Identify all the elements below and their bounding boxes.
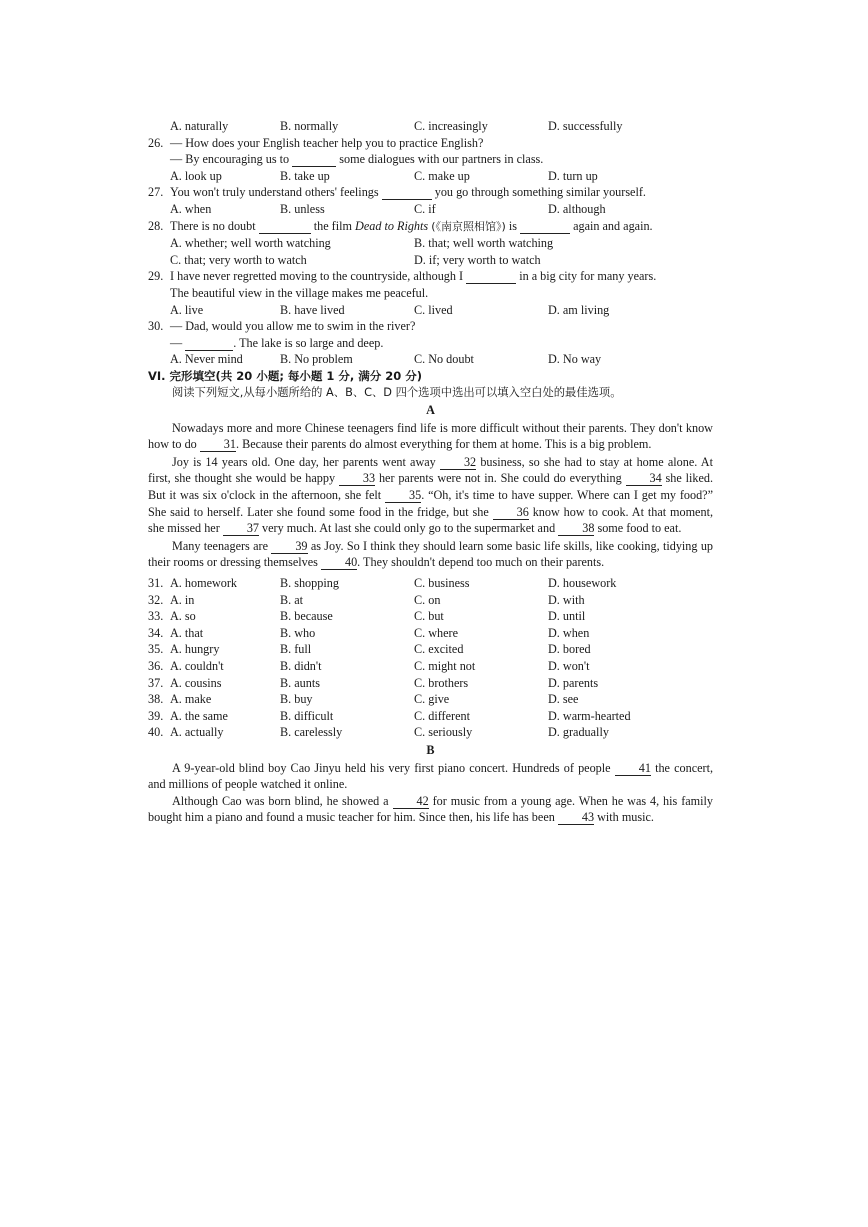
- option-d[interactable]: D. with: [548, 592, 585, 607]
- option-b[interactable]: B. full: [280, 642, 312, 657]
- blank-33[interactable]: 33: [339, 472, 375, 486]
- option-b[interactable]: B. buy: [280, 692, 313, 707]
- option-text: A. cousins: [170, 675, 222, 690]
- option-a[interactable]: [148, 608, 280, 625]
- text: her parents were not in. She could do everything: [378, 471, 622, 486]
- option-d[interactable]: D. housework: [548, 576, 617, 591]
- q25-option-b[interactable]: B. normally: [280, 119, 339, 133]
- answer-blank[interactable]: [520, 220, 570, 234]
- section-title: VI. 完形填空(共 20 小题; 每小题 1 分, 满分 20 分): [148, 368, 423, 383]
- text: with music.: [597, 810, 654, 825]
- options-39: [148, 708, 713, 725]
- option-d[interactable]: D. bored: [548, 642, 591, 657]
- answer-options-a: [148, 575, 713, 741]
- q30-options: [148, 351, 713, 368]
- option-d[interactable]: D. parents: [548, 675, 599, 690]
- options-31: [148, 575, 713, 592]
- text: . They shouldn't depend too much on their parents.: [357, 555, 605, 570]
- answer-blank[interactable]: [466, 270, 516, 284]
- option-b[interactable]: B. didn't: [280, 659, 322, 673]
- option-text: A. in: [170, 592, 195, 607]
- q25-option-d[interactable]: D. successfully: [548, 119, 623, 133]
- option-text: A. couldn't: [170, 659, 224, 673]
- q25-option-a[interactable]: A. naturally: [170, 119, 229, 133]
- answer-blank[interactable]: [259, 220, 311, 234]
- question-number: 37.: [148, 675, 164, 690]
- q29-options: [148, 302, 713, 319]
- q29-option-d[interactable]: D. am living: [548, 302, 610, 317]
- question-number: 31.: [148, 576, 164, 591]
- option-text: A. make: [170, 692, 212, 707]
- q25-options: [148, 118, 713, 135]
- option-c[interactable]: C. business: [414, 576, 470, 591]
- q30-option-d[interactable]: D. No way: [548, 352, 602, 367]
- text: . “Oh, it's time to have supper. Where can I get my food?” She said to herself. Later she found some food in the fridge, but she: [148, 488, 713, 519]
- q30-option-b[interactable]: B. No problem: [280, 352, 353, 367]
- text: Joy is 14 years old. One day, her parents went away: [172, 454, 436, 469]
- option-b[interactable]: B. who: [280, 625, 316, 640]
- option-b[interactable]: B. shopping: [280, 576, 339, 591]
- option-c[interactable]: C. brothers: [414, 675, 469, 690]
- q28-options-row2: [148, 252, 713, 269]
- q30-option-a[interactable]: A. Never mind: [170, 352, 243, 367]
- option-b[interactable]: B. because: [280, 609, 333, 624]
- blank-42[interactable]: 42: [393, 795, 429, 809]
- option-text: A. actually: [170, 725, 224, 740]
- q25-option-c[interactable]: C. increasingly: [414, 119, 488, 133]
- question-27: [148, 184, 713, 201]
- option-b[interactable]: B. difficult: [280, 708, 334, 723]
- option-text: A. that: [170, 625, 204, 640]
- text: the concert, and millions of people watched it online.: [148, 760, 714, 792]
- film-title-chinese: (《南京照相馆》): [431, 219, 506, 233]
- passage-a-label: A: [426, 403, 435, 418]
- q27-option-c[interactable]: C. if: [414, 201, 436, 216]
- text: Nowadays more and more Chinese teenagers find life is more difficult without their parents. They don't know how to do: [148, 420, 713, 452]
- option-c[interactable]: C. seriously: [414, 725, 473, 740]
- option-a[interactable]: [148, 724, 280, 741]
- option-text: A. hungry: [170, 642, 220, 657]
- blank-43[interactable]: 43: [558, 811, 594, 825]
- q26-option-b[interactable]: B. take up: [280, 168, 330, 183]
- text: you go through something similar yourself.: [434, 185, 646, 200]
- question-26: [148, 135, 713, 152]
- question-number: 30.: [148, 319, 164, 334]
- q30-option-c[interactable]: C. No doubt: [414, 352, 474, 367]
- options-40: [148, 724, 713, 741]
- text: very much. At last she could only go to the supermarket and: [262, 521, 556, 536]
- text: some food to eat.: [597, 521, 682, 536]
- option-c[interactable]: C. excited: [414, 642, 464, 657]
- option-a[interactable]: [148, 675, 280, 692]
- question-26-line2: [148, 151, 713, 168]
- q28-option-a[interactable]: A. whether; well worth watching: [170, 236, 331, 251]
- text: A 9-year-old blind boy Cao Jinyu held his very first piano concert. Hundreds of people: [172, 760, 611, 775]
- option-c[interactable]: C. on: [414, 592, 441, 607]
- passage-a-paragraph-2: [148, 454, 713, 537]
- text: the film: [313, 218, 352, 233]
- text: . The lake is so large and deep.: [233, 335, 384, 350]
- blank-39[interactable]: 39: [271, 540, 307, 554]
- question-28: [148, 218, 713, 236]
- text: I have never regretted moving to the countryside, although I: [170, 269, 464, 284]
- q27-options: [148, 201, 713, 218]
- option-d[interactable]: D. when: [548, 625, 590, 640]
- text: There is no doubt: [170, 218, 256, 233]
- q27-option-a[interactable]: A. when: [170, 201, 212, 216]
- blank-32[interactable]: 32: [440, 456, 476, 470]
- question-number: 32.: [148, 592, 164, 607]
- options-35: [148, 641, 713, 658]
- text: is: [508, 218, 517, 233]
- question-number: 33.: [148, 609, 164, 624]
- option-text: A. the same: [170, 708, 228, 723]
- answer-blank[interactable]: [185, 337, 233, 351]
- text: some dialogues with our partners in class.: [339, 152, 544, 167]
- option-a[interactable]: [148, 691, 280, 708]
- answer-blank[interactable]: [382, 186, 432, 200]
- question-number: 39.: [148, 708, 164, 723]
- blank-36[interactable]: 36: [493, 506, 529, 520]
- option-a[interactable]: [148, 575, 280, 592]
- option-d[interactable]: D. see: [548, 692, 579, 707]
- blank-41[interactable]: 41: [615, 762, 651, 776]
- option-c[interactable]: C. but: [414, 609, 444, 624]
- text: You won't truly understand others' feelings: [170, 185, 379, 200]
- question-text: — Dad, would you allow me to swim in the river?: [170, 319, 416, 334]
- question-number: 29.: [148, 269, 164, 284]
- q28-option-b[interactable]: B. that; well worth watching: [414, 236, 554, 251]
- option-a[interactable]: [148, 592, 280, 609]
- option-c[interactable]: C. might not: [414, 659, 476, 673]
- text: as Joy. So I think they should learn some basic life skills, like cooking, tidying up their rooms or dressing themselves: [148, 538, 714, 570]
- text: Many teenagers are: [172, 538, 268, 553]
- exam-page: [148, 118, 713, 826]
- question-number: 36.: [148, 659, 164, 673]
- blank-34[interactable]: 34: [626, 472, 662, 486]
- question-text: — How does your English teacher help you to practice English?: [170, 135, 484, 150]
- options-33: [148, 608, 713, 625]
- text: again and again.: [573, 218, 653, 233]
- option-d[interactable]: D. won't: [548, 659, 590, 673]
- q27-option-d[interactable]: D. although: [548, 201, 606, 216]
- blank-31[interactable]: 31: [200, 438, 236, 452]
- option-a[interactable]: [148, 658, 280, 675]
- option-c[interactable]: C. where: [414, 625, 458, 640]
- q26-option-d[interactable]: D. turn up: [548, 168, 598, 183]
- question-30-line2: [148, 335, 713, 352]
- text: Although Cao was born blind, he showed a: [172, 793, 389, 808]
- options-32: [148, 592, 713, 609]
- question-number: 26.: [148, 135, 164, 150]
- option-d[interactable]: D. gradually: [548, 725, 609, 740]
- question-number: 34.: [148, 625, 164, 640]
- question-number: 38.: [148, 692, 164, 707]
- section-instruction: 阅读下列短文,从每小题所给的 A、B、C、D 四个选项中选出可以填入空白处的最佳选项。: [172, 385, 622, 399]
- options-38: [148, 691, 713, 708]
- text: know how to cook. At that moment, she missed her: [148, 504, 713, 536]
- q29-option-a[interactable]: A. live: [170, 302, 204, 317]
- passage-b-paragraph-1: [148, 760, 713, 793]
- q29-option-b[interactable]: B. have lived: [280, 302, 345, 317]
- question-29: [148, 268, 713, 285]
- q27-option-b[interactable]: B. unless: [280, 201, 325, 216]
- option-text: A. so: [170, 609, 196, 624]
- question-30: [148, 318, 713, 335]
- text: —: [170, 335, 183, 350]
- text: she liked. But it was six o'clock in the afternoon, she felt: [148, 471, 714, 503]
- text: . Because their parents do almost everything for them at home. This is a big problem.: [235, 437, 652, 452]
- q26-option-c[interactable]: C. make up: [414, 168, 470, 183]
- question-29-line2: The beautiful view in the village makes me peaceful.: [170, 285, 429, 300]
- blank-38[interactable]: 38: [558, 522, 594, 536]
- question-number: 27.: [148, 185, 164, 200]
- text: business, so she had to stay at home alone. At first, she thought she would be happy: [148, 454, 713, 486]
- passage-a-paragraph-3: [148, 538, 713, 571]
- q29-option-c[interactable]: C. lived: [414, 302, 453, 317]
- options-37: [148, 675, 713, 692]
- option-text: A. homework: [170, 576, 238, 591]
- passage-a-paragraph-1: [148, 420, 713, 453]
- option-c[interactable]: C. give: [414, 692, 450, 707]
- option-d[interactable]: D. until: [548, 609, 586, 624]
- blank-37[interactable]: 37: [223, 522, 259, 536]
- question-number: 35.: [148, 642, 164, 657]
- q26-options: [148, 168, 713, 185]
- option-d[interactable]: D. warm-hearted: [548, 708, 631, 723]
- film-title: Dead to Rights: [355, 218, 429, 233]
- q28-option-c[interactable]: C. that; very worth to watch: [170, 252, 307, 267]
- option-a[interactable]: [148, 641, 280, 658]
- q28-option-d[interactable]: D. if; very worth to watch: [414, 252, 541, 267]
- blank-35[interactable]: 35: [385, 489, 421, 503]
- text: for music from a young age. When he was 4, his family bought him a piano and found a music teacher for him. Since then, his life has been: [148, 793, 714, 825]
- passage-b-paragraph-2: [148, 793, 713, 826]
- answer-blank[interactable]: [292, 153, 336, 167]
- question-number: 28.: [148, 218, 164, 233]
- q28-options-row1: [148, 235, 713, 252]
- text: in a big city for many years.: [519, 269, 657, 284]
- options-34: [148, 625, 713, 642]
- options-36: [148, 658, 713, 675]
- option-b[interactable]: B. at: [280, 592, 304, 607]
- question-number: 40.: [148, 725, 164, 740]
- option-b[interactable]: B. carelessly: [280, 725, 343, 740]
- option-b[interactable]: B. aunts: [280, 675, 320, 690]
- option-c[interactable]: C. different: [414, 708, 470, 723]
- option-a[interactable]: [148, 708, 280, 725]
- passage-b-label: B: [426, 742, 435, 757]
- option-a[interactable]: [148, 625, 280, 642]
- q26-option-a[interactable]: A. look up: [170, 168, 222, 183]
- blank-40[interactable]: 40: [321, 556, 357, 570]
- text: — By encouraging us to: [170, 152, 290, 167]
